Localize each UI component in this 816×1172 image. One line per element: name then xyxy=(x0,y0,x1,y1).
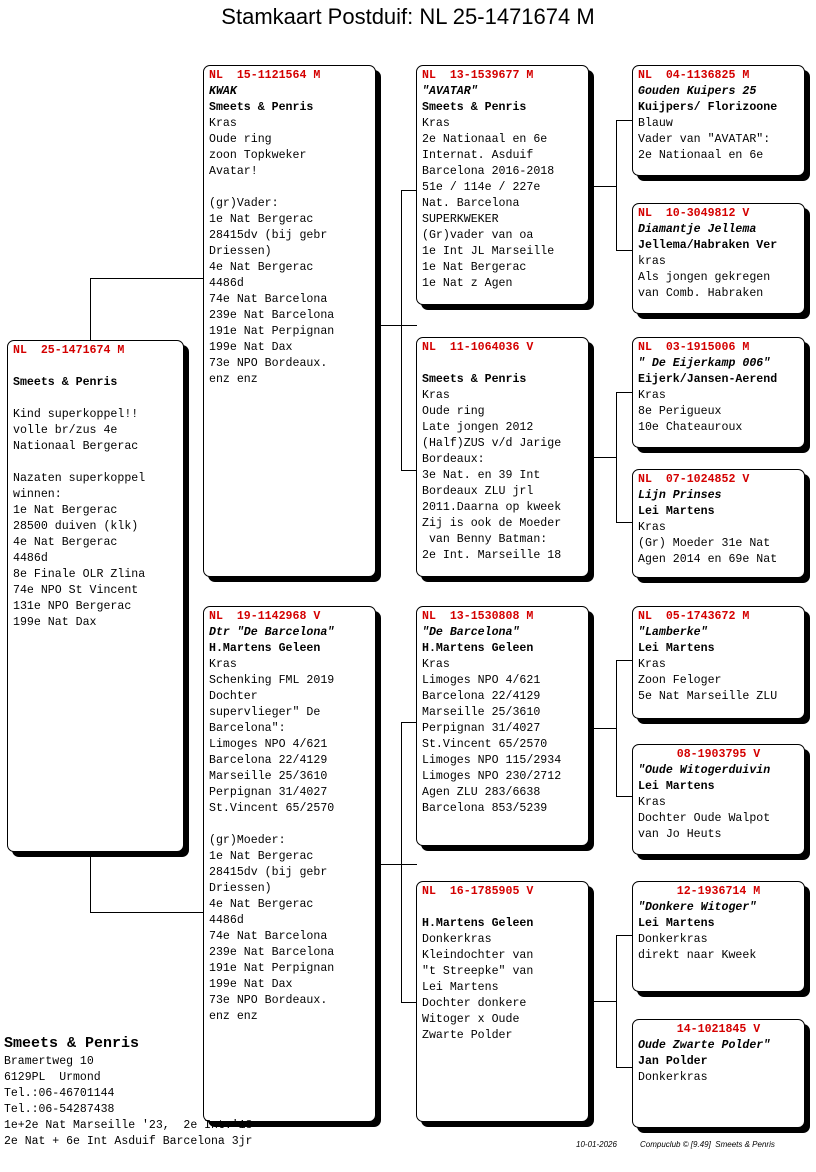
mother-line: Kras xyxy=(209,658,237,671)
mfm-name: "Oude Witogerduivin xyxy=(638,764,771,777)
fm-ring: NL 11-1064036 V xyxy=(422,341,534,354)
father-line xyxy=(209,180,370,196)
footer-software: Compuclub © [9.49] Smeets & Penris xyxy=(640,1140,775,1149)
father-line: 1e Nat Bergerac xyxy=(209,213,314,226)
mff-line: 5e Nat Marseille ZLU xyxy=(638,690,778,703)
subject-line: Nationaal Bergerac xyxy=(13,440,139,453)
mff-name: "Lamberke" xyxy=(638,626,708,639)
ffm-line: kras xyxy=(638,255,666,268)
subject-line xyxy=(13,359,178,375)
fff-ring: NL 04-1136825 M xyxy=(638,69,750,82)
father-line: 191e Nat Perpignan xyxy=(209,325,335,338)
subject-line: 1e Nat Bergerac xyxy=(13,504,118,517)
mother-line: (gr)Moeder: xyxy=(209,834,286,847)
fm-line: 2011.Daarna op kweek xyxy=(422,501,562,514)
subject-line: 28500 duiven (klk) xyxy=(13,520,139,533)
fm-line: Late jongen 2012 xyxy=(422,421,534,434)
ffm-owner: Jellema/Habraken Ver xyxy=(638,239,778,252)
mm-line: Donkerkras xyxy=(422,933,492,946)
subject-line: Nazaten superkoppel xyxy=(13,472,146,485)
mm-line: Zwarte Polder xyxy=(422,1029,513,1042)
subject-card[interactable] xyxy=(7,340,184,852)
father-ring: NL 15-1121564 M xyxy=(209,69,321,82)
fm-line: Bordeaux ZLU jrl xyxy=(422,485,534,498)
mother-owner: H.Martens Geleen xyxy=(209,642,321,655)
mmf-line: Donkerkras xyxy=(638,933,708,946)
owner-line: 1e+2e Nat Marseille '23, 2e Int.'18 xyxy=(4,1119,253,1132)
mf-line: Kras xyxy=(422,658,450,671)
father-line: 28415dv (bij gebr xyxy=(209,229,328,242)
mother-line: 239e Nat Barcelona xyxy=(209,946,335,959)
mother-line xyxy=(209,817,370,833)
mm-line: Witoger x Oude xyxy=(422,1013,520,1026)
ff-name: "AVATAR" xyxy=(422,85,478,98)
father-line: (gr)Vader: xyxy=(209,197,279,210)
subject-line: Kind superkoppel!! xyxy=(13,408,139,421)
fff-name: Gouden Kuipers 25 xyxy=(638,85,757,98)
mfm-line: Dochter Oude Walpot xyxy=(638,812,771,825)
fmf-line: Kras xyxy=(638,389,666,402)
mother-line: 73e NPO Bordeaux. xyxy=(209,994,328,1007)
footer-date: 10-01-2026 xyxy=(576,1140,617,1149)
mm-owner: H.Martens Geleen xyxy=(422,917,534,930)
ggp-ffm-card[interactable] xyxy=(632,203,805,314)
father-owner: Smeets & Penris xyxy=(209,101,314,114)
ggp-mmf-card[interactable] xyxy=(632,881,805,992)
fmm-line: Kras xyxy=(638,521,666,534)
ffm-line: van Comb. Habraken xyxy=(638,287,764,300)
fmm-line: Agen 2014 en 69e Nat xyxy=(638,553,778,566)
ffm-line: Als jongen gekregen xyxy=(638,271,771,284)
mother-line: Barcelona 22/4129 xyxy=(209,754,328,767)
ggp-fmm-card[interactable] xyxy=(632,469,805,578)
ff-owner: Smeets & Penris xyxy=(422,101,527,114)
subject-line: 131e NPO Bergerac xyxy=(13,600,132,613)
ggp-mff-card[interactable] xyxy=(632,606,805,719)
owner-line: Tel.:06-54287438 xyxy=(4,1103,115,1116)
father-line: Avatar! xyxy=(209,165,258,178)
grandmother-maternal-card[interactable] xyxy=(416,881,589,1122)
ggp-mmm-card[interactable] xyxy=(632,1019,805,1128)
mmf-line: direkt naar Kweek xyxy=(638,949,757,962)
mm-line: Lei Martens xyxy=(422,981,499,994)
ggp-fff-card[interactable] xyxy=(632,65,805,176)
mother-name: Dtr "De Barcelona" xyxy=(209,626,335,639)
mfm-line: Kras xyxy=(638,796,666,809)
ggp-mfm-card[interactable] xyxy=(632,744,805,855)
father-line: 4486d xyxy=(209,277,244,290)
mfm-owner: Lei Martens xyxy=(638,780,715,793)
mm-line: Kleindochter van xyxy=(422,949,534,962)
mother-line: 4e Nat Bergerac xyxy=(209,898,314,911)
ff-line: 51e / 114e / 227e xyxy=(422,181,541,194)
mf-line: Limoges NPO 230/2712 xyxy=(422,770,562,783)
ff-line: Kras xyxy=(422,117,450,130)
fmm-owner: Lei Martens xyxy=(638,505,715,518)
mother-line: 199e Nat Dax xyxy=(209,978,293,991)
mother-line: Limoges NPO 4/621 xyxy=(209,738,328,751)
mf-line: Barcelona 853/5239 xyxy=(422,802,548,815)
mother-line: Barcelona": xyxy=(209,722,286,735)
mff-line: Zoon Feloger xyxy=(638,674,722,687)
ffm-ring: NL 10-3049812 V xyxy=(638,207,750,220)
mother-line: Driessen) xyxy=(209,882,272,895)
grandmother-paternal-card[interactable] xyxy=(416,337,589,577)
fm-line: 3e Nat. en 39 Int xyxy=(422,469,541,482)
mf-line: Agen ZLU 283/6638 xyxy=(422,786,541,799)
mmm-name: Oude Zwarte Polder" xyxy=(638,1039,771,1052)
mf-line: St.Vincent 65/2570 xyxy=(422,738,548,751)
mother-line: 4486d xyxy=(209,914,244,927)
father-line: Kras xyxy=(209,117,237,130)
owner-line: 6129PL Urmond xyxy=(4,1071,101,1084)
ffm-name: Diamantje Jellema xyxy=(638,223,757,236)
grandfather-paternal-card[interactable] xyxy=(416,65,589,305)
owner-line: 2e Nat + 6e Int Asduif Barcelona 3jr xyxy=(4,1135,253,1148)
ff-line: 2e Nationaal en 6e xyxy=(422,133,548,146)
father-line: 239e Nat Barcelona xyxy=(209,309,335,322)
subject-line: winnen: xyxy=(13,488,62,501)
ff-line: (Gr)vader van oa xyxy=(422,229,534,242)
subject-line: volle br/zus 4e xyxy=(13,424,118,437)
fm-line: Zij is ook de Moeder xyxy=(422,517,562,530)
fm-line: Oude ring xyxy=(422,405,485,418)
mother-line: 74e Nat Barcelona xyxy=(209,930,328,943)
fff-line: Vader van "AVATAR": xyxy=(638,133,771,146)
mmf-owner: Lei Martens xyxy=(638,917,715,930)
mff-ring: NL 05-1743672 M xyxy=(638,610,750,623)
mfm-line: van Jo Heuts xyxy=(638,828,722,841)
mf-line: Marseille 25/3610 xyxy=(422,706,541,719)
father-line: enz enz xyxy=(209,373,258,386)
owner-line: Tel.:06-46701144 xyxy=(4,1087,115,1100)
owner-block xyxy=(4,1034,252,1150)
fff-line: Blauw xyxy=(638,117,673,130)
mm-line: Dochter donkere xyxy=(422,997,527,1010)
mf-line: Limoges NPO 4/621 xyxy=(422,674,541,687)
subject-line: 74e NPO St Vincent xyxy=(13,584,139,597)
mm-ring: NL 16-1785905 V xyxy=(422,885,534,898)
fm-line: Bordeaux: xyxy=(422,453,485,466)
mother-line: St.Vincent 65/2570 xyxy=(209,802,335,815)
owner-line: Bramertweg 10 xyxy=(4,1055,94,1068)
father-line: 73e NPO Bordeaux. xyxy=(209,357,328,370)
mf-line: Perpignan 31/4027 xyxy=(422,722,541,735)
mother-line: 191e Nat Perpignan xyxy=(209,962,335,975)
fmm-ring: NL 07-1024852 V xyxy=(638,473,750,486)
mff-line: Kras xyxy=(638,658,666,671)
fmm-name: Lijn Prinses xyxy=(638,489,722,502)
mff-owner: Lei Martens xyxy=(638,642,715,655)
father-line: 74e Nat Barcelona xyxy=(209,293,328,306)
father-name: KWAK xyxy=(209,85,237,98)
fmf-ring: NL 03-1915006 M xyxy=(638,341,750,354)
ggp-fmf-card[interactable] xyxy=(632,337,805,448)
subject-line: Smeets & Penris xyxy=(13,376,118,389)
ff-line: Internat. Asduif xyxy=(422,149,534,162)
fmf-name: " De Eijerkamp 006" xyxy=(638,357,771,370)
subject-line: 4e Nat Bergerac xyxy=(13,536,118,549)
mfm-ring: 08-1903795 V xyxy=(676,748,761,761)
grandfather-maternal-card[interactable] xyxy=(416,606,589,846)
fm-owner: Smeets & Penris xyxy=(422,373,527,386)
mmm-line: Donkerkras xyxy=(638,1071,708,1084)
subject-ring: NL 25-1471674 M xyxy=(13,344,125,357)
father-card[interactable] xyxy=(203,65,376,577)
fmf-line: 8e Perigueux xyxy=(638,405,722,418)
ff-line: 1e Int JL Marseille xyxy=(422,245,555,258)
owner-name: Smeets & Penris xyxy=(4,1035,140,1052)
ff-line: SUPERKWEKER xyxy=(422,213,499,226)
mother-line: 28415dv (bij gebr xyxy=(209,866,328,879)
ff-line: 1e Nat z Agen xyxy=(422,277,513,290)
mother-line: supervlieger" De xyxy=(209,706,321,719)
ff-line: 1e Nat Bergerac xyxy=(422,261,527,274)
fmm-line: (Gr) Moeder 31e Nat xyxy=(638,537,771,550)
mf-owner: H.Martens Geleen xyxy=(422,642,534,655)
father-line: 4e Nat Bergerac xyxy=(209,261,314,274)
mf-name: "De Barcelona" xyxy=(422,626,520,639)
father-line: 199e Nat Dax xyxy=(209,341,293,354)
mmm-owner: Jan Polder xyxy=(638,1055,708,1068)
subject-line xyxy=(13,455,178,471)
mother-line: Marseille 25/3610 xyxy=(209,770,328,783)
fmf-owner: Eijerk/Jansen-Aerend xyxy=(638,373,778,386)
fmf-line: 10e Chateauroux xyxy=(638,421,743,434)
subject-line: 4486d xyxy=(13,552,48,565)
page-title: Stamkaart Postduif: NL 25-1471674 M xyxy=(221,4,595,29)
subject-line xyxy=(13,391,178,407)
mf-ring: NL 13-1530808 M xyxy=(422,610,534,623)
fm-line: van Benny Batman: xyxy=(422,533,548,546)
ff-line: Nat. Barcelona xyxy=(422,197,520,210)
mother-line: 1e Nat Bergerac xyxy=(209,850,314,863)
mm-line: "t Streepke" van xyxy=(422,965,534,978)
mother-line: Dochter xyxy=(209,690,258,703)
father-line: Oude ring xyxy=(209,133,272,146)
mm-name xyxy=(422,900,583,916)
mmm-ring: 14-1021845 V xyxy=(676,1023,761,1036)
subject-line: 199e Nat Dax xyxy=(13,616,97,629)
mmf-name: "Donkere Witoger" xyxy=(638,901,757,914)
mother-line: Schenking FML 2019 xyxy=(209,674,335,687)
father-line: Driessen) xyxy=(209,245,272,258)
mf-line: Limoges NPO 115/2934 xyxy=(422,754,562,767)
fm-line: (Half)ZUS v/d Jarige xyxy=(422,437,562,450)
mother-line: enz enz xyxy=(209,1010,258,1023)
fm-line: Kras xyxy=(422,389,450,402)
father-line: zoon Topkweker xyxy=(209,149,307,162)
mmf-ring: 12-1936714 M xyxy=(676,885,761,898)
mother-line: Perpignan 31/4027 xyxy=(209,786,328,799)
subject-line: 8e Finale OLR Zlina xyxy=(13,568,146,581)
fff-owner: Kuijpers/ Florizoone xyxy=(638,101,778,114)
ff-ring: NL 13-1539677 M xyxy=(422,69,534,82)
mother-ring: NL 19-1142968 V xyxy=(209,610,321,623)
ff-line: Barcelona 2016-2018 xyxy=(422,165,555,178)
fm-name xyxy=(422,356,583,372)
mf-line: Barcelona 22/4129 xyxy=(422,690,541,703)
fm-line: 2e Int. Marseille 18 xyxy=(422,549,562,562)
fff-line: 2e Nationaal en 6e xyxy=(638,149,764,162)
